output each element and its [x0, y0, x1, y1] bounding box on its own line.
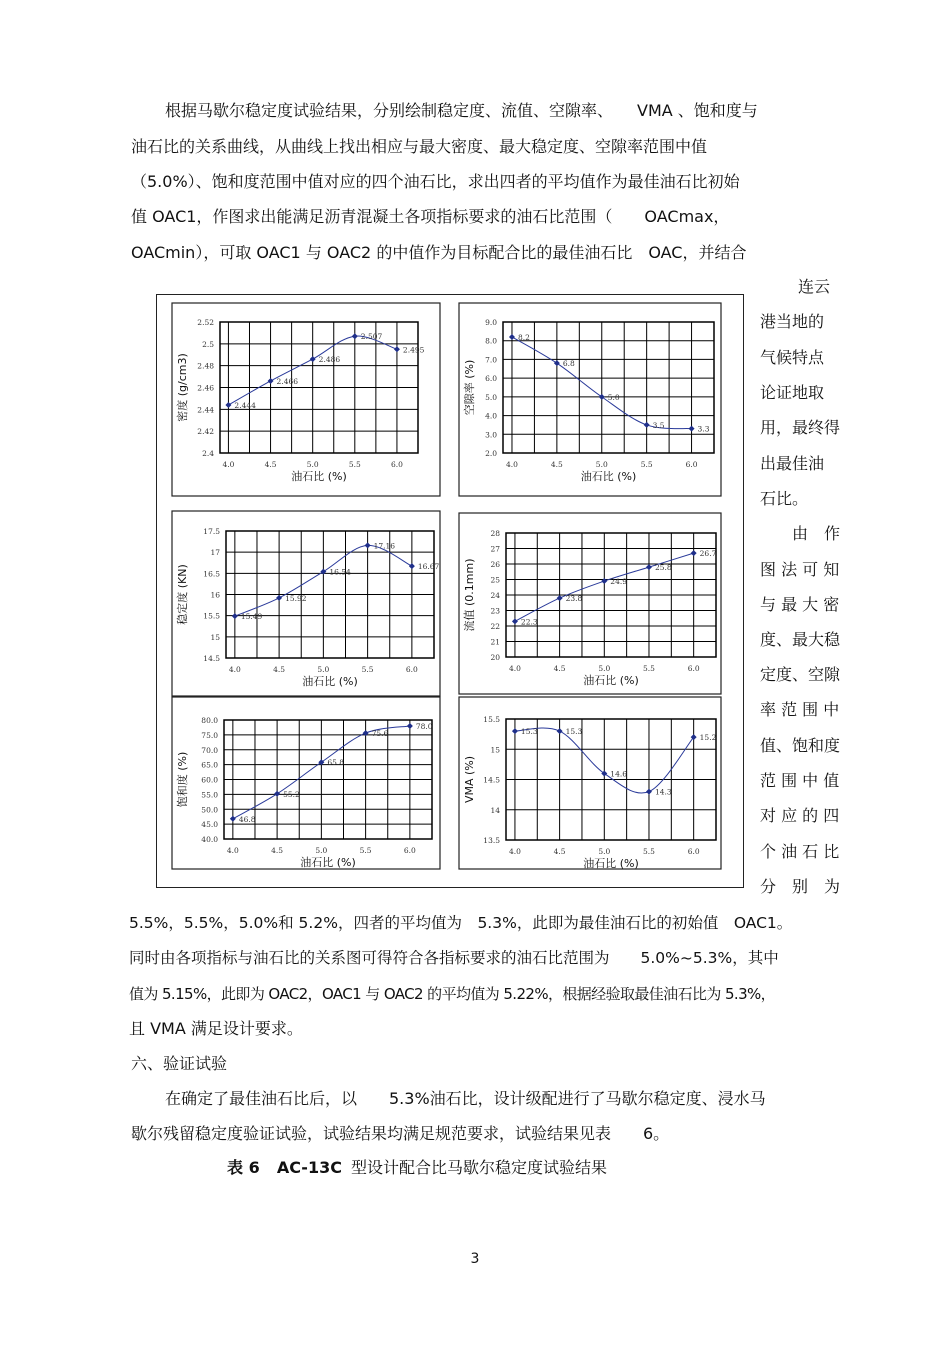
y-tick-label: 45.0	[201, 820, 218, 830]
y-axis-label: 空隙率 (%)	[463, 359, 476, 416]
paragraph3-line-1: 在确定了最佳油石比后，以 5.3%油石比，设计级配进行了马歇尔稳定度、浸水马	[165, 1089, 766, 1108]
data-label: 24.9	[610, 577, 628, 587]
y-tick-label: 75.0	[201, 730, 218, 740]
side-text-b-1: 图 法 可 知	[760, 560, 840, 579]
data-label: 2.507	[360, 332, 383, 342]
side-text-b-10: 分 别 为	[760, 877, 841, 896]
data-label: 5.0	[607, 392, 620, 402]
y-tick-label: 15	[210, 632, 220, 642]
data-label: 8.2	[517, 332, 530, 342]
y-tick-label: 16	[210, 590, 220, 600]
y-tick-label: 26	[490, 560, 500, 569]
y-tick-label: 8.0	[485, 336, 497, 346]
page-number: 3	[470, 1251, 480, 1267]
x-tick-label: 4.0	[226, 846, 239, 855]
y-tick-label: 28	[490, 529, 500, 538]
y-tick-label: 2.44	[197, 405, 214, 415]
y-tick-label: 2.46	[197, 383, 214, 393]
x-tick-label: 5.5	[361, 665, 374, 674]
y-tick-label: 65.0	[201, 760, 218, 770]
side-text-b-4: 定度、空隙	[760, 665, 841, 684]
y-axis-label: 流值 (0.1mm)	[463, 558, 476, 632]
x-tick-label: 4.5	[271, 846, 284, 855]
y-tick-label: 70.0	[201, 745, 218, 755]
paragraph1-line-5: OACmin），可取 OAC1 与 OAC2 的中值作为目标配合比的最佳油石比 OAC，并结合	[131, 243, 747, 262]
x-tick-label: 6.0	[405, 665, 418, 674]
side-text-b-5: 率 范 围 中	[760, 700, 840, 719]
data-label: 15.2	[699, 733, 717, 743]
y-tick-label: 3.0	[485, 430, 497, 440]
x-tick-label: 4.0	[228, 665, 241, 674]
y-tick-label: 15.5	[203, 611, 220, 621]
y-tick-label: 55.0	[201, 790, 218, 800]
x-tick-label: 5.0	[315, 846, 328, 855]
y-tick-label: 25	[490, 575, 500, 585]
y-tick-label: 5.0	[485, 392, 497, 402]
x-axis-label: 油石比 (%)	[300, 856, 356, 869]
x-axis-label: 油石比 (%)	[583, 857, 639, 870]
side-text-a-5: 出最佳油	[760, 454, 825, 473]
y-tick-label: 7.0	[485, 355, 497, 365]
x-tick-label: 4.0	[222, 460, 235, 469]
x-tick-label: 5.5	[643, 664, 655, 673]
side-text-b-3: 度、最大稳	[760, 630, 841, 649]
x-tick-label: 5.5	[348, 460, 361, 469]
chart-4	[459, 513, 721, 694]
y-tick-label: 60.0	[201, 775, 218, 785]
y-tick-label: 14.5	[203, 654, 220, 663]
data-label: 15.92	[285, 593, 307, 603]
data-label: 17.16	[373, 541, 396, 551]
side-text-a-3: 论证地取	[760, 383, 825, 402]
data-label: 2.486	[318, 355, 341, 365]
y-axis-label: VMA (%)	[463, 755, 476, 804]
paragraph1-line-4: 值 OAC1，作图求出能满足沥青混凝土各项指标要求的油石比范围（ OACmax，	[131, 207, 730, 226]
x-tick-label: 6.0	[687, 847, 700, 856]
x-tick-label: 6.0	[403, 846, 416, 855]
chart-5	[172, 697, 440, 869]
y-tick-label: 9.0	[485, 318, 497, 327]
y-tick-label: 6.0	[485, 374, 497, 384]
data-label: 2.444	[234, 400, 256, 410]
table-caption-title: 型设计配合比马歇尔稳定度试验结果	[351, 1158, 608, 1177]
data-label: 46.8	[238, 814, 256, 824]
paragraph2-line-4: 且 VMA 满足设计要求。	[129, 1019, 303, 1038]
chart-6	[459, 697, 721, 870]
y-tick-label: 2.42	[197, 427, 214, 437]
chart-3	[172, 511, 440, 696]
y-tick-label: 21	[490, 637, 500, 647]
paragraph1-line-2: 油石比的关系曲线，从曲线上找出相应与最大密度、最大稳定度、空隙率范围中值	[131, 137, 708, 156]
y-axis-label: 饱和度 (%)	[176, 751, 189, 808]
side-text-b-7: 范 围 中 值	[760, 771, 840, 790]
side-text-b-8: 对 应 的 四	[760, 806, 840, 825]
chart-2	[459, 303, 721, 496]
section-heading: 六、验证试验	[131, 1054, 228, 1073]
x-tick-label: 4.0	[506, 460, 518, 469]
data-label: 65.8	[327, 758, 345, 768]
y-tick-label: 16.5	[203, 569, 220, 579]
y-tick-label: 15	[490, 745, 500, 755]
x-tick-label: 6.0	[390, 460, 403, 469]
x-tick-label: 4.0	[508, 664, 521, 673]
x-tick-label: 4.5	[553, 847, 566, 856]
y-tick-label: 80.0	[201, 716, 218, 725]
data-label: 22.3	[520, 617, 538, 627]
data-label: 2.495	[402, 345, 425, 355]
paragraph3-line-2: 歇尔残留稳定度验证试验，试验结果均满足规范要求，试验结果见表 6。	[131, 1124, 670, 1143]
y-tick-label: 17	[210, 548, 220, 558]
x-tick-label: 4.5	[553, 664, 566, 673]
charts-svg	[157, 295, 745, 889]
y-tick-label: 2.4	[202, 449, 214, 458]
y-axis-label: 密度 (g/cm3)	[176, 353, 189, 422]
paragraph2-line-3: 值为 5.15%，此即为 OAC2，OAC1 与 OAC2 的平均值为 5.22%，根据经验取最佳油石比为 5.3%，	[129, 985, 776, 1003]
x-axis-label: 油石比 (%)	[583, 674, 639, 687]
y-tick-label: 14.5	[483, 775, 500, 785]
data-label: 78.0	[415, 721, 433, 731]
data-label: 16.54	[329, 567, 351, 577]
y-tick-label: 13.5	[483, 836, 500, 845]
y-tick-label: 17.5	[203, 527, 220, 536]
data-label: 25.8	[654, 563, 672, 573]
data-label: 2.466	[276, 376, 299, 386]
y-tick-label: 15.5	[483, 715, 500, 724]
paragraph2-line-1: 5.5%，5.5%，5.0%和 5.2%，四者的平均值为 5.3%，此即为最佳油石比的初始值 OAC1。	[129, 914, 793, 932]
x-tick-label: 5.5	[359, 846, 372, 855]
y-tick-label: 27	[490, 544, 500, 554]
x-tick-label: 4.5	[273, 665, 286, 674]
chart-figure	[156, 294, 744, 888]
table-caption-label: 表 6	[227, 1158, 260, 1177]
data-label: 6.8	[562, 359, 575, 369]
y-tick-label: 23	[490, 606, 500, 616]
y-axis-label: 稳定度 (KN)	[176, 564, 189, 625]
y-tick-label: 2.52	[197, 318, 214, 327]
y-tick-label: 40.0	[201, 835, 218, 844]
paragraph1-line-1: 根据马歇尔稳定度试验结果，分别绘制稳定度、流值、空隙率、 VMA 、饱和度与	[165, 101, 758, 120]
x-tick-label: 5.5	[643, 847, 655, 856]
y-tick-label: 2.48	[197, 361, 214, 371]
x-tick-label: 4.0	[508, 847, 521, 856]
side-text-b-9: 个 油 石 比	[760, 842, 840, 861]
x-tick-label: 6.0	[685, 460, 698, 469]
x-tick-label: 5.0	[595, 460, 608, 469]
x-tick-label: 4.5	[550, 460, 563, 469]
x-axis-label: 油石比 (%)	[302, 675, 358, 688]
paragraph2-line-2: 同时由各项指标与油石比的关系图可得符合各指标要求的油石比范围为 5.0%~5.3%，其中	[129, 949, 779, 967]
data-label: 16.67	[417, 562, 440, 572]
y-tick-label: 2.0	[485, 449, 497, 458]
side-text-b-6: 值、饱和度	[760, 736, 841, 755]
x-axis-label: 油石比 (%)	[291, 470, 347, 483]
y-tick-label: 24	[490, 591, 500, 600]
y-tick-label: 2.5	[202, 339, 214, 349]
data-label: 55.2	[283, 789, 300, 799]
side-text-b-2: 与 最 大 密	[760, 595, 840, 614]
data-label: 15.3	[565, 727, 583, 737]
x-tick-label: 4.5	[264, 460, 277, 469]
table-caption	[227, 1158, 607, 1178]
y-tick-label: 4.0	[485, 411, 497, 421]
y-tick-label: 14	[490, 805, 500, 815]
y-tick-label: 50.0	[201, 805, 218, 815]
y-tick-label: 22	[490, 622, 500, 631]
table-caption-code: AC-13C	[276, 1158, 342, 1177]
paragraph1-line-3: （5.0%）、饱和度范围中值对应的四个油石比，求出四者的平均值作为最佳油石比初始	[131, 172, 740, 191]
x-tick-label: 5.0	[317, 665, 330, 674]
side-text-a-4: 用，最终得	[760, 418, 841, 437]
x-tick-label: 6.0	[687, 664, 700, 673]
side-text-a-6: 石比。	[760, 489, 809, 508]
data-label: 3.3	[697, 424, 710, 434]
side-text-a-1: 港当地的	[760, 312, 825, 331]
data-label: 75.6	[371, 729, 389, 739]
data-label: 14.3	[654, 787, 672, 797]
side-text-b-0: 由 作	[792, 524, 841, 543]
data-label: 15.49	[240, 612, 263, 622]
side-text-a-2: 气候特点	[760, 348, 825, 367]
data-label: 26.7	[699, 549, 717, 559]
data-label: 23.8	[565, 594, 583, 604]
data-label: 14.6	[610, 769, 628, 779]
x-tick-label: 5.5	[640, 460, 653, 469]
side-text-a-0: 连云	[798, 277, 831, 296]
y-tick-label: 20	[490, 653, 500, 662]
x-tick-label: 5.0	[598, 664, 611, 673]
x-tick-label: 5.0	[306, 460, 319, 469]
chart-1	[172, 303, 440, 496]
data-label: 3.5	[652, 420, 665, 430]
data-label: 15.3	[520, 727, 538, 737]
x-axis-label: 油石比 (%)	[580, 470, 637, 483]
x-tick-label: 5.0	[598, 847, 611, 856]
